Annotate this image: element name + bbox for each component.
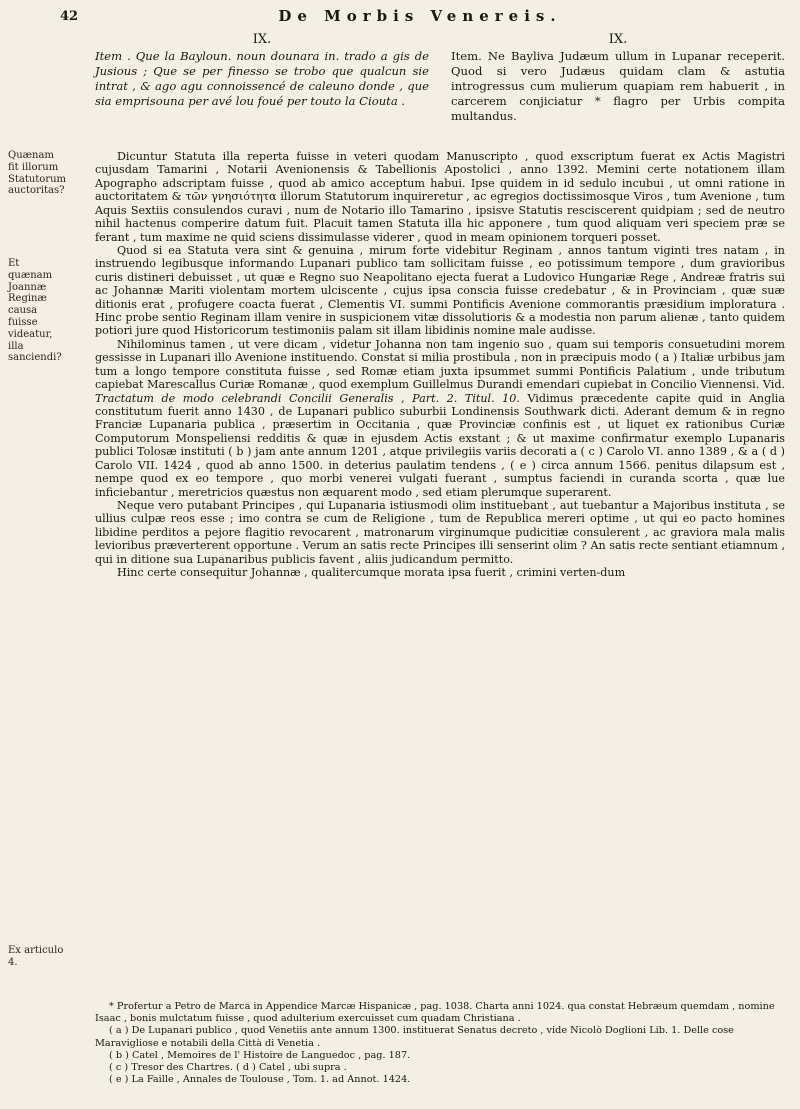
margin-note-article-4: Ex articulo 4. bbox=[8, 945, 64, 968]
provencal-article-number: IX. bbox=[252, 32, 272, 47]
paragraph-5: Hinc certe consequitur Johannæ , qualitercumque morata ipsa fuerit , crimini verten-dum bbox=[117, 566, 626, 580]
provencal-column bbox=[95, 32, 429, 154]
footnotes bbox=[95, 1001, 785, 1086]
provencal-article-text: Item . Que la Bayloun. noun dounara in. trado a gis de Jusious ; Que se per finesso se trobo que qualcun sie intrat , & ago agu connoissencé de caleuno donde , que sia emprisouna per avé lou foué per touto la Ciouta . bbox=[95, 49, 429, 108]
paragraph-1: Dicuntur Statuta illa reperta fuisse in veteri quodam Manuscripto , quod exscriptum fuerat ex Actis Magistri cujusdam Tamarini , Notarii Avenionensis & Tabellionis Apostolici , anno 1392. Memini certe notationem illam Apographo adscriptam fuisse , quod ab amico acceptum habui. Ipse quidem in id sedulo incubui , ut omni ratione in auctoritatem & τῶν γνησιότητα illorum Statutorum inquireretur , ac egregios doctissimosque Viros , tum Avenione , tum Aquis Sextiis consulendos curavi , num de Notario illo Tamarino , ipsisve Statutis resciscerent quidpiam ; sed de neutro nihil hactenus comperire datum fuit. Placuit tamen Statuta illa hic apponere , tum quod aliquam veri speciem præ se ferant , tum maxime ne quid sciens dissimulasse viderer , quod in meam opinionem torqueri posset. bbox=[95, 150, 785, 244]
paragraph-3: Nihilominus tamen , ut vere dicam , videtur Johanna non tam ingenio suo , quam sui temporis consuetudini morem gessisse in Lupanari illo Avenione instituendo. Constat si milia prostibula , non in præcipuis modo ( a ) Italiæ urbibus jam tum a longo tempore constituta fuisse , sed Romæ etiam juxta ipsummet summi Pontificis Palatium , unde tributum capiebat Marescallus Curiæ Romanæ , quod exemplum Guillelmus Durandi emendari cupiebat in Concilio Viennensi. Vid. Tractatum de modo celebrandi Concilii Generalis , Part. 2. Titul. 10. Vidimus præcedente capite quid in Anglia constitutum fuerit anno 1430 , de Lupanari publico suburbii Londinensis Southwark dicti. Aderant demum & in regno Franciæ Lupanaria publica , præsertim in Occitania , quæ Provinciæ confinis est , ut liquet ex rationibus Curiæ Computorum Monspeliensi redditis & quæ in ejusdem Actis exstant ; & ut maxime confirmatur exemplo Lupanaris publici Tolosæ instituti ( b ) jam ante annum 1201 , atque privilegiis variis decorati a ( c ) Carolo VI. anno 1389 , & a ( d ) Carolo VII. 1424 , quod ab anno 1500. in deterius paulatim tendens , ( e ) circa annum 1566. penitus dilapsum est , nempe quod ex eo tempore , quo morbi venerei vulgati fuerant , sumptus faciendi in curanda scorta , quæ lue inficiebantur , meretricios quæstus non æquarent modo , sed etiam plerumque superarent. bbox=[95, 337, 786, 499]
footnote-c-d: ( c ) Tresor des Chartres. ( d ) Catel , ubi supra . bbox=[109, 1062, 347, 1074]
running-title: De Morbis Venereis. bbox=[278, 7, 562, 25]
margin-note-joanna-cause: Et quænam Joannæ Reginæ causa fuisse videatur, illa sanciendi? bbox=[8, 258, 62, 364]
statute-columns bbox=[95, 32, 785, 154]
footnote-b: ( b ) Catel , Memoires de l' Histoire de Languedoc , pag. 187. bbox=[109, 1049, 411, 1061]
footnote-a: ( a ) De Lupanari publico , quod Venetiis ante annum 1300. instituerat Senatus decreto , vide Nicolò Doglioni Lib. 1. Delle cose Maravigliose e notabili della Città di Venetia . bbox=[95, 1025, 734, 1049]
paragraph-4: Neque vero putabant Principes , qui Lupanaria istiusmodi olim instituebant , aut tuebantur a Majoribus instituta , se ullius culpæ reos esse ; imo contra se cum de Religione , tum de Republica mereri optime , ut qui eo pacto homines libidine perditos a pejore flagitio revocarent , matronarum virginumque pudicitiæ consulerent , ac graviora mala malis levioribus præverterent opportune . Verum an satis recte Principes illi senserint olim ? An satis recte sentiant etiamnum , qui in ditione sua Lupanaribus publicis favent , aliis judicandum permitto. bbox=[95, 498, 785, 566]
margin-note-statutes-authority: Quænam fit illorum Statutorum auctoritas? bbox=[8, 150, 67, 197]
latin-column bbox=[451, 32, 785, 154]
page-number: 42 bbox=[60, 8, 79, 24]
footnote-e: ( e ) La Faille , Annales de Toulouse , Tom. 1. ad Annot. 1424. bbox=[109, 1074, 411, 1086]
running-head bbox=[60, 6, 780, 26]
latin-article-text: Item. Ne Bayliva Judæum ullum in Lupanar receperit. Quod si vero Judæus quidam clam & astutia introgressus cum mulierum quapiam rem habuerit , in carcerem conjiciatur * flagro per Urbis compita multandus. bbox=[451, 49, 785, 123]
latin-article-number: IX. bbox=[608, 32, 628, 47]
paragraph-2: Quod si ea Statuta vera sint & genuina , mirum forte videbitur Reginam , annos tantum viginti tres natam , in instruendo legibusque informando Lupanari publico tam sollicitam fuisse , eo potissimum tempore , dum gravioribus curis distineri debuisset , ut quæ e Regno suo Neapolitano ejecta fuerat a Ludovico Hungariæ Rege , Andreæ fratris sui ac Johannæ Mariti violentam mortem ulciscente , cujus ipsa conscia fuisse credebatur , & in Provinciam , quæ suæ ditionis erat , profugere coacta fuerat , Clementis VI. summi Pontificis Avenione commorantis præsidium imploratura . Hinc probe sentio Reginam illam venire in suspicionem vitæ dissolutioris & a modestia non parum alienæ , tanto quidem potiori jure quod Historicorum testimoniis palam sit illam libidinis nomine male audisse. bbox=[95, 243, 785, 338]
main-text bbox=[95, 150, 785, 580]
footnote-star: * Profertur a Petro de Marca in Appendice Marcæ Hispanicæ , pag. 1038. Charta anni 1024. qua constat Hebræum quemdam , nomine Isaac , bonis mulctatum fuisse , quod adulterium exercuisset cum quadam Christiana . bbox=[95, 1001, 775, 1025]
cited-treatise: Tractatum de modo celebrandi Concilii Generalis , Part. 2. Titul. 10. bbox=[95, 391, 520, 405]
